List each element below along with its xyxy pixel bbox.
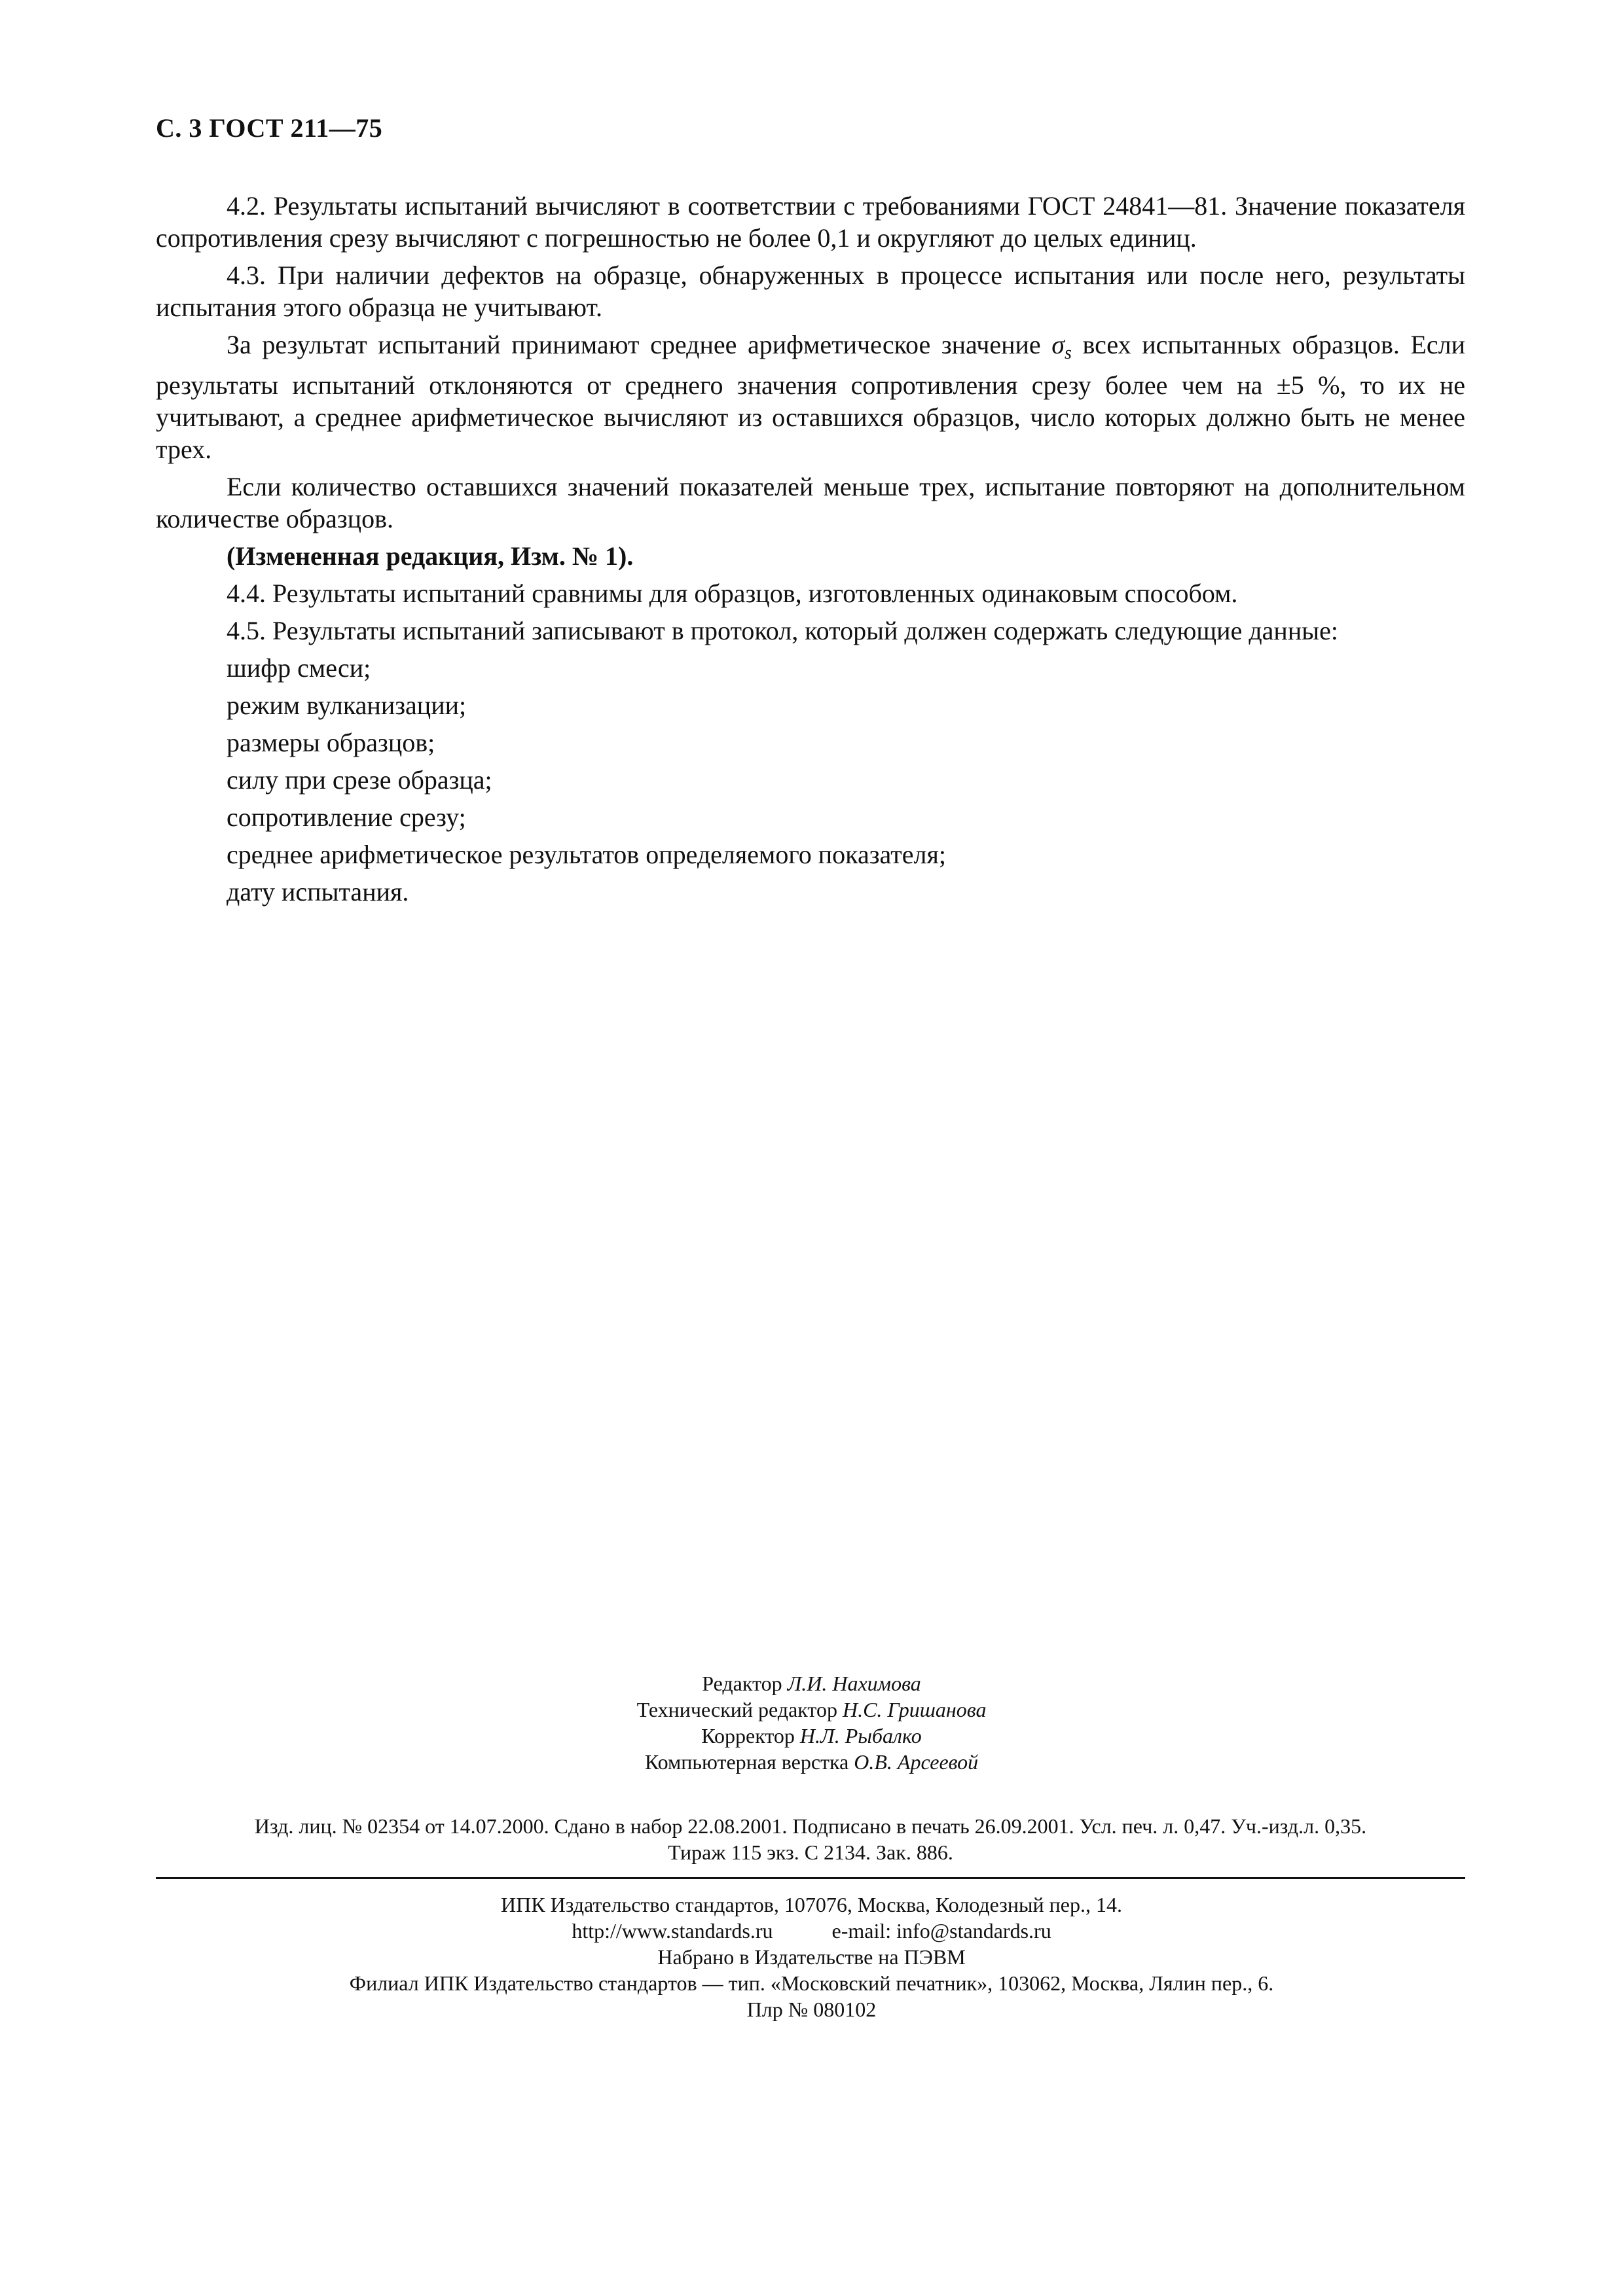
paragraph-4-2: 4.2. Результаты испытаний вычисляют в соответствии с требованиями ГОСТ 24841—81. Значение показателя сопротивления срезу вычисляют с погрешностью не более 0,1 и округляют до целых единиц. <box>156 191 1465 253</box>
paragraph-4-3: 4.3. При наличии дефектов на образце, обнаруженных в процессе испытания или после него, результаты испытания этого образца не учитывают. <box>156 260 1465 322</box>
sigma-subscript: s <box>1065 343 1072 363</box>
sigma-symbol: σ <box>1051 330 1065 359</box>
credits-block <box>0 1670 1623 1775</box>
publisher-url: http://www.standards.ru <box>572 1919 773 1943</box>
credit-role: Редактор <box>702 1672 782 1695</box>
paragraph-mean-value <box>156 329 1465 465</box>
body-text <box>156 190 1465 913</box>
credit-proofreader <box>0 1723 1623 1749</box>
imprint-block <box>156 1813 1465 1865</box>
divider-line <box>156 1877 1465 1879</box>
mean-text-before: За результат испытаний принимают среднее арифметическое значение <box>227 330 1041 359</box>
page-header: С. 3 ГОСТ 211—75 <box>156 113 383 143</box>
publisher-email: e-mail: info@standards.ru <box>831 1919 1051 1943</box>
credit-name: Н.Л. Рыбалко <box>799 1724 922 1748</box>
list-item: размеры образцов; <box>227 728 435 757</box>
paragraph-4-5: 4.5. Результаты испытаний записывают в протокол, который должен содержать следующие данные: <box>227 616 1338 645</box>
paragraph-remaining-values: Если количество оставшихся значений показателей меньше трех, испытание повторяют на дополнительном количестве образцов. <box>156 472 1465 533</box>
credit-role: Корректор <box>701 1724 795 1748</box>
credit-name: О.В. Арсеевой <box>854 1750 979 1774</box>
credit-name: Н.С. Гришанова <box>842 1698 987 1721</box>
publisher-branch: Филиал ИПК Издательство стандартов — тип. «Московский печатник», 103062, Москва, Лялин пер., 6. <box>349 1971 1274 1995</box>
list-item: дату испытания. <box>227 877 409 906</box>
credit-tech-editor <box>0 1696 1623 1723</box>
list-item: шифр смеси; <box>227 653 371 683</box>
paragraph-4-4: 4.4. Результаты испытаний сравнимы для образцов, изготовленных одинаковым способом. <box>227 579 1238 608</box>
publisher-contacts <box>0 1918 1623 1944</box>
imprint-line: Изд. лиц. № 02354 от 14.07.2000. Сдано в набор 22.08.2001. Подписано в печать 26.09.2001. Усл. печ. л. 0,47. Уч.-изд.л. 0,35. <box>254 1814 1367 1838</box>
credit-editor <box>0 1670 1623 1696</box>
mean-text-after: всех испытанных образцов. Если результаты испытаний отклоняются от среднего значения сопротивления срезу более чем на ±5 %, то их не учитывают, а среднее арифметическое вычисляют из оставшихся образцов, число которых должно быть не менее трех. <box>156 330 1466 464</box>
protocol-items-list <box>156 652 1465 908</box>
credit-role: Компьютерная верстка <box>644 1750 849 1774</box>
publisher-typeset: Набрано в Издательстве на ПЭВМ <box>657 1945 966 1969</box>
amendment-note: (Измененная редакция, Изм. № 1). <box>227 541 634 571</box>
list-item: среднее арифметическое результатов определяемого показателя; <box>227 840 946 869</box>
list-item: режим вулканизации; <box>227 691 467 720</box>
publisher-address: ИПК Издательство стандартов, 107076, Москва, Колодезный пер., 14. <box>501 1893 1122 1916</box>
credit-layout <box>0 1749 1623 1775</box>
imprint-line: Тираж 115 экз. С 2134. Зак. 886. <box>668 1840 953 1864</box>
credit-role: Технический редактор <box>636 1698 837 1721</box>
publisher-block <box>0 1892 1623 2022</box>
list-item: силу при срезе образца; <box>227 765 492 795</box>
publisher-license: Плр № 080102 <box>746 1998 877 2021</box>
list-item: сопротивление срезу; <box>227 802 466 832</box>
credit-name: Л.И. Нахимова <box>787 1672 921 1695</box>
